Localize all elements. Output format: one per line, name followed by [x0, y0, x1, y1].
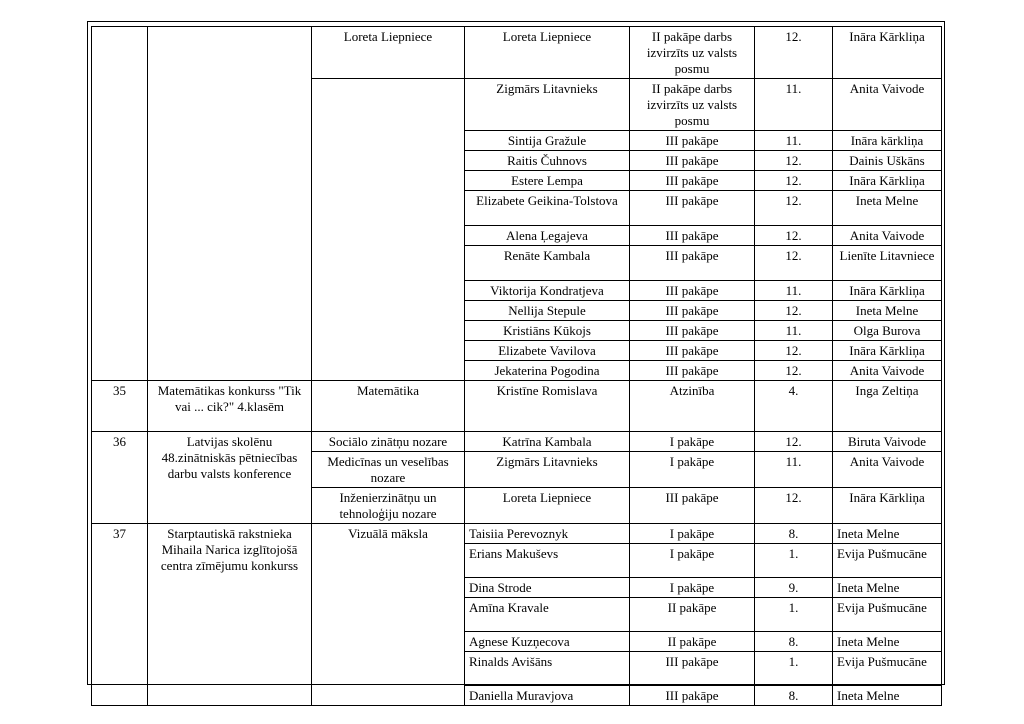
cell-nr: 37	[92, 524, 148, 706]
cell-grade: 12.	[755, 151, 833, 171]
cell-result: III pakāpe	[630, 341, 755, 361]
cell-grade: 12.	[755, 488, 833, 524]
cell-grade: 8.	[755, 524, 833, 544]
cell-result: I pakāpe	[630, 432, 755, 452]
cell-result: III pakāpe	[630, 151, 755, 171]
cell-participant: Dina Strode	[465, 578, 630, 598]
cell-participant: Elizabete Geikina-Tolstova	[465, 191, 630, 226]
cell-result: II pakāpe	[630, 598, 755, 632]
cell-nr: 36	[92, 432, 148, 524]
cell-result: III pakāpe	[630, 191, 755, 226]
cell-teacher: Anita Vaivode	[833, 79, 942, 131]
cell-teacher: Ināra Kārkliņa	[833, 341, 942, 361]
cell-participant: Renāte Kambala	[465, 246, 630, 281]
cell-participant: Elizabete Vavilova	[465, 341, 630, 361]
cell-teacher: Ineta Melne	[833, 524, 942, 544]
cell-participant: Agnese Kuzņecova	[465, 632, 630, 652]
cell-result: I pakāpe	[630, 578, 755, 598]
cell-grade: 11.	[755, 452, 833, 488]
cell-grade: 12.	[755, 226, 833, 246]
cell-grade: 12.	[755, 27, 833, 79]
cell-teacher: Inga Zeltiņa	[833, 381, 942, 432]
cell-participant: Loreta Liepniece	[465, 488, 630, 524]
cell-field: Inženierzinātņu un tehnoloģiju nozare	[312, 488, 465, 524]
cell-grade: 1.	[755, 598, 833, 632]
cell-teacher: Ineta Melne	[833, 686, 942, 706]
cell-grade: 9.	[755, 578, 833, 598]
cell-grade: 8.	[755, 632, 833, 652]
cell-participant: Rinalds Avišāns	[465, 652, 630, 686]
cell-participant: Sintija Gražule	[465, 131, 630, 151]
cell-result: III pakāpe	[630, 131, 755, 151]
cell-participant: Taisiia Perevoznyk	[465, 524, 630, 544]
cell-participant: Loreta Liepniece	[465, 27, 630, 79]
cell-teacher: Ināra kārkliņa	[833, 131, 942, 151]
cell-teacher: Ināra Kārkliņa	[833, 488, 942, 524]
cell-teacher: Anita Vaivode	[833, 452, 942, 488]
cell-result: II pakāpe	[630, 632, 755, 652]
cell-teacher: Lienīte Litavniece	[833, 246, 942, 281]
cell-teacher: Dainis Uškāns	[833, 151, 942, 171]
cell-result: III pakāpe	[630, 488, 755, 524]
cell-teacher: Ineta Melne	[833, 191, 942, 226]
cell-grade: 1.	[755, 652, 833, 686]
cell-grade: 11.	[755, 131, 833, 151]
cell-competition: Latvijas skolēnu 48.zinātniskās pētniecības darbu valsts konference	[148, 432, 312, 524]
cell-grade: 12.	[755, 341, 833, 361]
cell-teacher: Olga Burova	[833, 321, 942, 341]
cell-result: III pakāpe	[630, 321, 755, 341]
cell-result: I pakāpe	[630, 544, 755, 578]
cell-grade: 8.	[755, 686, 833, 706]
cell-participant: Kristiāns Kūkojs	[465, 321, 630, 341]
cell-result: III pakāpe	[630, 171, 755, 191]
cell-result: III pakāpe	[630, 246, 755, 281]
cell-grade: 12.	[755, 171, 833, 191]
cell-participant: Nellija Stepule	[465, 301, 630, 321]
cell-field: Sociālo zinātņu nozare	[312, 432, 465, 452]
cell-teacher: Ineta Melne	[833, 632, 942, 652]
cell-result: Atzinība	[630, 381, 755, 432]
cell-teacher: Ināra Kārkliņa	[833, 281, 942, 301]
cell-nr: 35	[92, 381, 148, 432]
cell-grade: 12.	[755, 301, 833, 321]
cell-teacher: Ineta Melne	[833, 578, 942, 598]
cell-field: Matemātika	[312, 381, 465, 432]
cell-participant: Zigmārs Litavnieks	[465, 452, 630, 488]
cell-teacher: Evija Pušmucāne	[833, 652, 942, 686]
cell-grade: 1.	[755, 544, 833, 578]
cell-field	[312, 79, 465, 381]
cell-participant: Kristīne Romislava	[465, 381, 630, 432]
cell-result: I pakāpe	[630, 524, 755, 544]
cell-participant: Jekaterina Pogodina	[465, 361, 630, 381]
cell-participant: Alena Ļegajeva	[465, 226, 630, 246]
cell-teacher: Evija Pušmucāne	[833, 544, 942, 578]
cell-participant: Erians Makuševs	[465, 544, 630, 578]
cell-field: Vizuālā māksla	[312, 524, 465, 706]
cell-result: III pakāpe	[630, 301, 755, 321]
cell-field: Medicīnas un veselības nozare	[312, 452, 465, 488]
cell-grade: 11.	[755, 281, 833, 301]
cell-field: Loreta Liepniece	[312, 27, 465, 79]
cell-teacher: Anita Vaivode	[833, 361, 942, 381]
cell-teacher: Ineta Melne	[833, 301, 942, 321]
cell-participant: Raitis Čuhnovs	[465, 151, 630, 171]
cell-teacher: Biruta Vaivode	[833, 432, 942, 452]
cell-grade: 12.	[755, 191, 833, 226]
cell-grade: 12.	[755, 432, 833, 452]
cell-teacher: Ināra Kārkliņa	[833, 171, 942, 191]
cell-result: III pakāpe	[630, 226, 755, 246]
cell-result: II pakāpe darbs izvirzīts uz valsts posmu	[630, 79, 755, 131]
cell-participant: Katrīna Kambala	[465, 432, 630, 452]
cell-competition: Matemātikas konkurss "Tik vai ... cik?" 4.klasēm	[148, 381, 312, 432]
cell-teacher: Evija Pušmucāne	[833, 598, 942, 632]
cell-grade: 12.	[755, 246, 833, 281]
cell-teacher: Ināra Kārkliņa	[833, 27, 942, 79]
cell-grade: 4.	[755, 381, 833, 432]
cell-result: III pakāpe	[630, 652, 755, 686]
cell-participant: Zigmārs Litavnieks	[465, 79, 630, 131]
cell-participant: Estere Lempa	[465, 171, 630, 191]
cell-result: III pakāpe	[630, 281, 755, 301]
cell-nr	[92, 27, 148, 381]
cell-result: I pakāpe	[630, 452, 755, 488]
cell-participant: Daniella Muravjova	[465, 686, 630, 706]
results-table	[91, 26, 942, 706]
cell-grade: 11.	[755, 321, 833, 341]
cell-result: III pakāpe	[630, 686, 755, 706]
cell-participant: Viktorija Kondratjeva	[465, 281, 630, 301]
cell-grade: 12.	[755, 361, 833, 381]
cell-result: III pakāpe	[630, 361, 755, 381]
cell-result: II pakāpe darbs izvirzīts uz valsts posmu	[630, 27, 755, 79]
cell-competition	[148, 27, 312, 381]
cell-grade: 11.	[755, 79, 833, 131]
cell-participant: Amīna Kravale	[465, 598, 630, 632]
cell-competition: Starptautiskā rakstnieka Mihaila Narica izglītojošā centra zīmējumu konkurss	[148, 524, 312, 706]
cell-teacher: Anita Vaivode	[833, 226, 942, 246]
